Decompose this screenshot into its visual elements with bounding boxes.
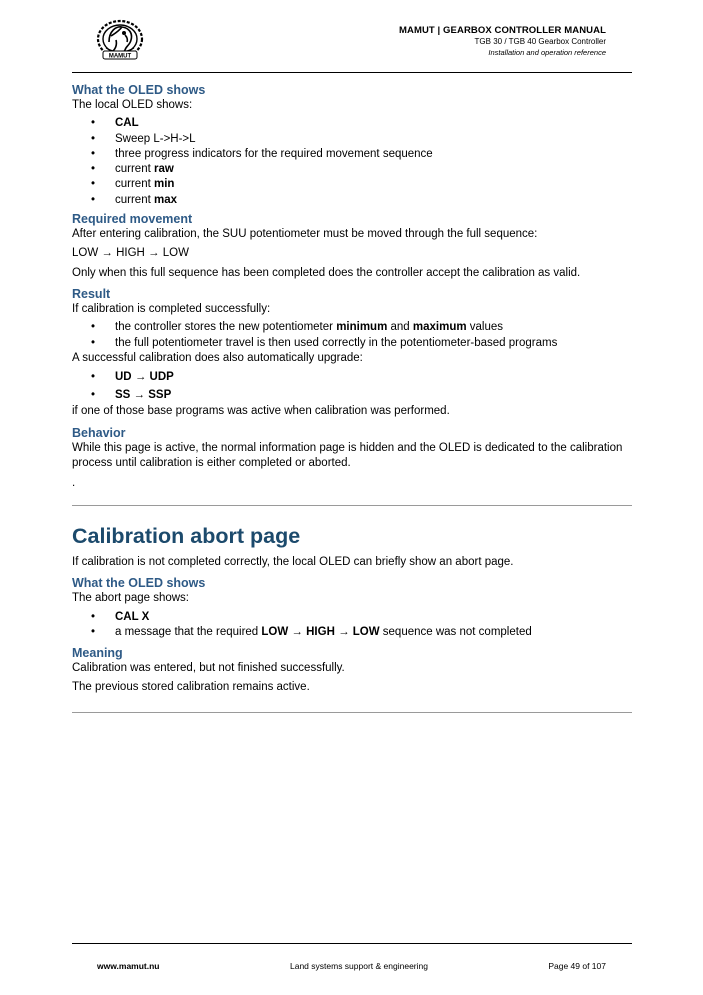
svg-text:MAMUT: MAMUT xyxy=(108,53,132,60)
abort-list xyxy=(72,610,632,641)
list-item: • the controller stores the new potentiometer minimum and maximum values xyxy=(72,320,632,335)
behavior-heading: Behavior xyxy=(72,426,126,441)
abort-title: Calibration abort page xyxy=(72,523,301,548)
oled-list xyxy=(72,116,632,208)
list-item: • current min xyxy=(72,177,632,192)
page-content xyxy=(72,82,632,713)
page-header xyxy=(399,25,606,58)
list-item: • CAL xyxy=(72,116,632,131)
section-divider xyxy=(72,712,632,713)
list-item: • current raw xyxy=(72,162,632,177)
abort-oled-intro: The abort page shows: xyxy=(72,592,189,605)
list-item: • Sweep L->H->L xyxy=(72,132,632,147)
upgrade-intro: A successful calibration does also automatically upgrade: xyxy=(72,351,363,364)
manual-subtitle: TGB 30 / TGB 40 Gearbox Controller xyxy=(474,37,606,46)
abort-intro: If calibration is not completed correctly, the local OLED can briefly show an abort page. xyxy=(72,555,514,568)
upgrade-list xyxy=(72,370,632,404)
page-number: Page 49 of 107 xyxy=(548,961,606,971)
meaning-heading: Meaning xyxy=(72,646,123,661)
list-item: • CAL X xyxy=(72,610,632,625)
behavior-text: While this page is active, the normal information page is hidden and the OLED is dedicated to the calibration process until calibration is either completed or aborted. xyxy=(72,442,623,470)
movement-sequence: LOW → HIGH → LOW xyxy=(72,247,189,260)
result-heading: Result xyxy=(72,286,111,301)
list-item: • a message that the required LOW → HIGH → LOW sequence was not completed xyxy=(72,625,632,640)
upgrade-outro: if one of those base programs was active when calibration was performed. xyxy=(72,404,450,417)
movement-text: After entering calibration, the SUU potentiometer must be moved through the full sequence: xyxy=(72,228,538,241)
list-item: • the full potentiometer travel is then used correctly in the potentiometer-based programs xyxy=(72,336,632,351)
result-list xyxy=(72,320,632,351)
behavior-dot: . xyxy=(72,476,76,489)
meaning-text: Calibration was entered, but not finished successfully. xyxy=(72,662,345,675)
abort-oled-heading: What the OLED shows xyxy=(72,576,206,591)
footer-rule xyxy=(72,943,632,944)
manual-reference: Installation and operation reference xyxy=(488,48,606,57)
footer-website[interactable]: www.mamut.nu xyxy=(97,961,160,971)
list-item: • three progress indicators for the required movement sequence xyxy=(72,147,632,162)
meaning-note: The previous stored calibration remains active. xyxy=(72,681,310,694)
oled-heading: What the OLED shows xyxy=(72,83,206,97)
result-intro: If calibration is completed successfully: xyxy=(72,302,271,315)
mamut-logo xyxy=(94,18,146,64)
manual-title: MAMUT | GEARBOX CONTROLLER MANUAL xyxy=(398,25,606,36)
header-rule xyxy=(72,72,632,73)
movement-validity: Only when this full sequence has been completed does the controller accept the calibration as valid. xyxy=(72,266,581,279)
footer-tagline: Land systems support & engineering xyxy=(290,961,428,971)
movement-heading: Required movement xyxy=(72,212,193,227)
section-divider xyxy=(72,505,632,506)
oled-intro: The local OLED shows: xyxy=(72,99,193,111)
list-item: • SS → SSP xyxy=(72,388,632,403)
list-item: • UD → UDP xyxy=(72,370,632,385)
list-item: • current max xyxy=(72,193,632,208)
